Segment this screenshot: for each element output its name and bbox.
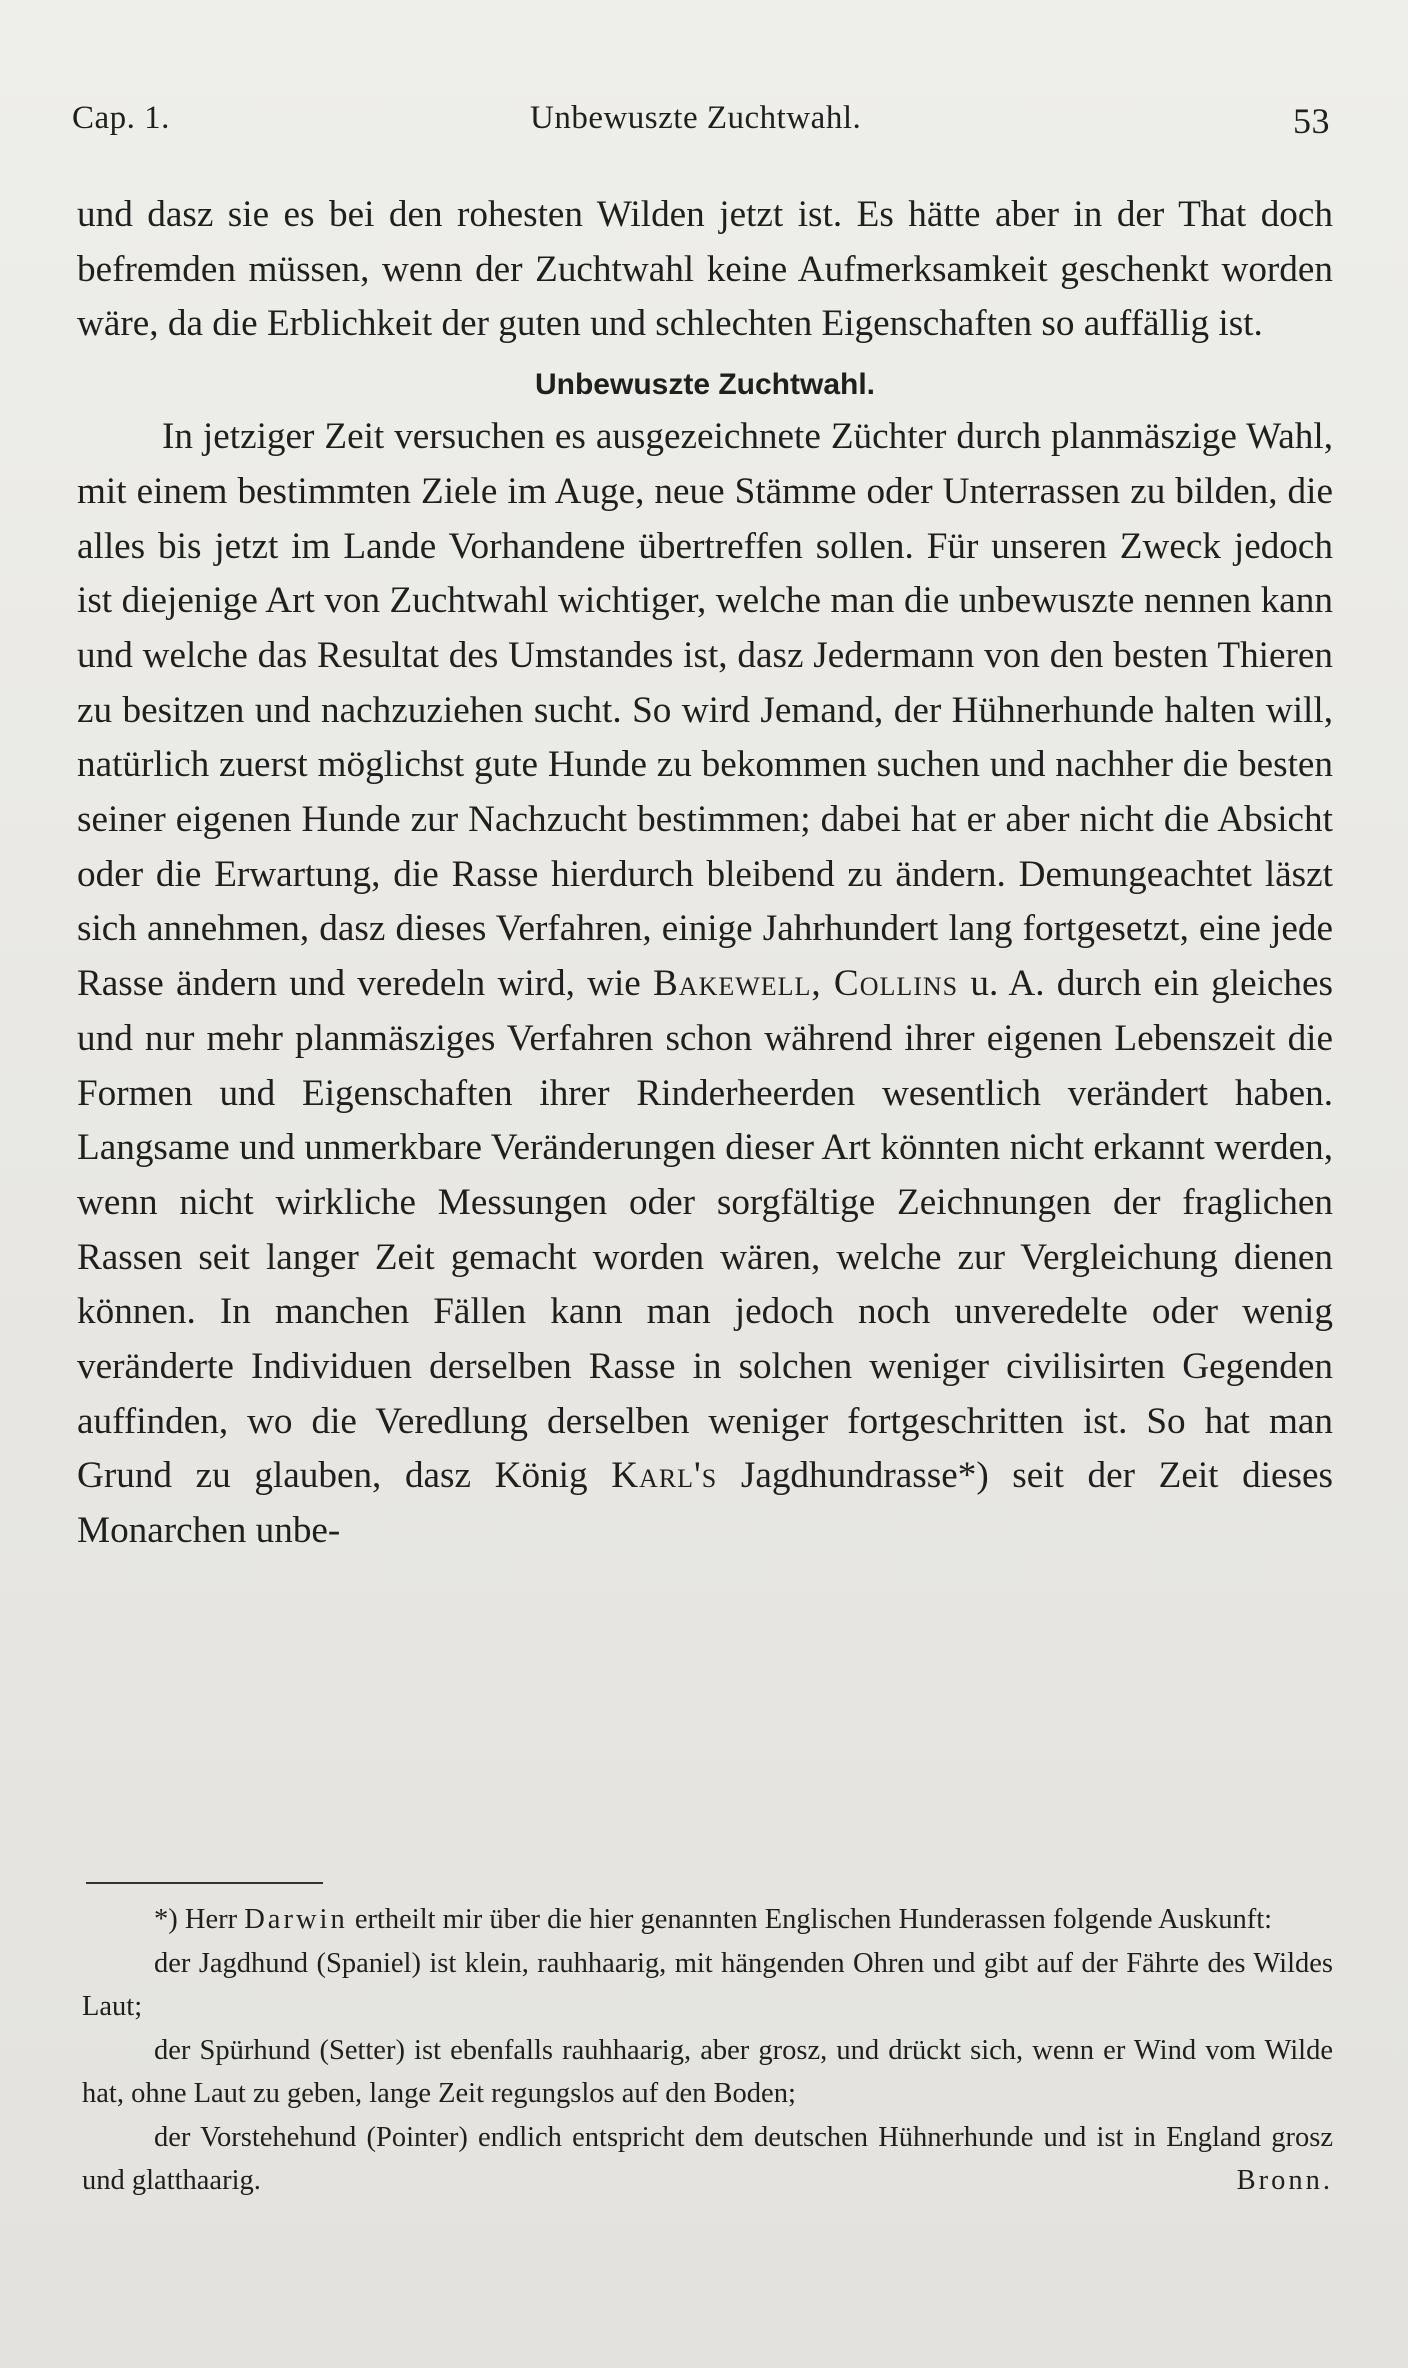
footnote-marker: *) Herr <box>154 1904 238 1935</box>
footnote-item-setter: der Spürhund (Setter) ist ebenfalls rauhhaarig, aber grosz, und drückt sich, wenn er Wind vom Wilde hat, ohne Laut zu geben, lange Zeit regungslos auf den Boden; <box>82 2034 1333 2109</box>
footnote-item-pointer <box>82 2116 1333 2203</box>
paragraph-2-part-c: Jagdhundrasse*) seit der Zeit dieses Monarchen unbe- <box>77 1455 1334 1552</box>
footnote-intro <box>82 1898 1333 1942</box>
paragraph-1: und dasz sie es bei den rohesten Wilden jetzt ist. Es hätte aber in der That doch befremden müssen, wenn der Zuchtwahl keine Aufmerksamkeit geschenkt worden wäre, da die Erblichkeit der guten und schlechten Eigenschaften so auffällig ist. <box>77 194 1333 345</box>
main-text <box>77 188 1333 1559</box>
name-collins: Collins <box>833 963 959 1005</box>
name-karl: Karl's <box>611 1455 718 1497</box>
footnote <box>82 1898 1333 2203</box>
footnote-intro-text: ertheilt mir über die hier genannten Englischen Hunderassen folgende Auskunft: <box>354 1904 1273 1935</box>
footnote-signature: Bronn. <box>1236 2165 1333 2196</box>
running-header <box>72 100 1330 150</box>
name-darwin: Darwin <box>244 1904 348 1935</box>
footnote-divider <box>86 1882 323 1884</box>
footnote-item-pointer-text: der Vorstehehund (Pointer) endlich entspricht dem deutschen Hühnerhunde und ist in England grosz und glatthaarig. <box>82 2121 1333 2196</box>
page-number: 53 <box>1293 101 1330 141</box>
footnote-item-spaniel: der Jagdhund (Spaniel) ist klein, rauhhaarig, mit hängenden Ohren und gibt auf der Fährte des Wildes Laut; <box>82 1947 1333 2022</box>
paragraph-2-part-a: In jetziger Zeit versuchen es ausgezeichnete Züchter durch planmäszige Wahl, mit einem bestimmten Ziele im Auge, neue Stämme oder Unterrassen zu bilden, die alles bis jetzt im Lande Vorhandene übertreffen sollen. Für unseren Zweck jedoch ist diejenige Art von Zuchtwahl wichtiger, welche man die unbewuszte nennen kann und welche das Resultat des Umstandes ist, dasz Jedermann von den besten Thieren zu besitzen und nachzuziehen sucht. So wird Jemand, der Hühnerhunde halten will, natürlich zuerst möglichst gute Hunde zu bekommen suchen und nachher die besten seiner eigenen Hunde zur Nachzucht bestimmen; dabei hat er aber nicht die Absicht oder die Erwartung, die Rasse hierdurch bleibend zu ändern. Demungeachtet läszt sich annehmen, dasz dieses Verfahren, einige Jahrhundert lang fortgesetzt, eine jede Rasse ändern und veredeln wird, wie <box>77 416 1333 1005</box>
running-title: Unbewuszte Zuchtwahl. <box>530 100 862 136</box>
paragraph-2-part-b: u. A. durch ein gleiches und nur mehr planmäsziges Verfahren schon während ihrer eigenen Lebenszeit die Formen und Eigenschaften ihrer Rinderheerden wesentlich verändert haben. Langsame und unmerkbare Veränderungen dieser Art könnten nicht erkannt werden, wenn nicht wirkliche Messungen oder sorgfältige Zeichnungen der fraglichen Rassen seit langer Zeit gemacht worden wären, welche zur Vergleichung dienen können. In manchen Fällen kann man jedoch noch unveredelte oder wenig veränderte Individuen derselben Rasse in solchen weniger civilisirten Gegenden auffinden, wo die Veredlung derselben weniger fortgeschritten ist. So hat man Grund zu glauben, dasz König <box>77 963 1334 1497</box>
paragraph-2 <box>77 410 1333 1559</box>
name-bakewell: Bakewell, <box>652 963 822 1005</box>
chapter-label: Cap. 1. <box>72 100 170 136</box>
section-heading: Unbewuszte Zuchtwahl. <box>534 368 876 402</box>
